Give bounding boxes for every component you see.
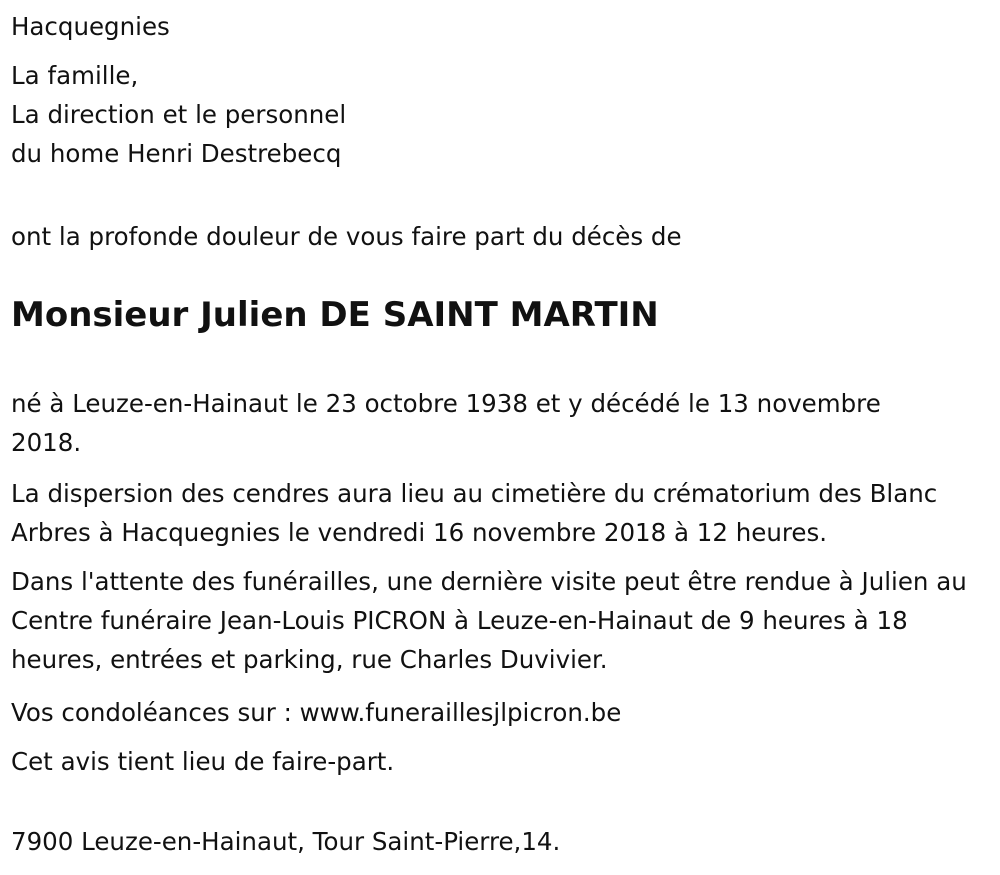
birth-death-paragraph: né à Leuze-en-Hainaut le 23 octobre 1938 et y décédé le 13 novembre 2018.	[11, 389, 881, 457]
family-line: du home Henri Destrebecq	[11, 139, 342, 168]
visit-paragraph: Dans l'attente des funérailles, une dernière visite peut être rendue à Julien au Centre funéraire Jean-Louis PICRON à Leuze-en-Hainaut de 9 heures à 18 heures, entrées et parking, rue Charles Duvivier.	[11, 567, 967, 674]
address-footer: 7900 Leuze-en-Hainaut, Tour Saint-Pierre,14.	[11, 827, 561, 856]
announcement-text: ont la profonde douleur de vous faire part du décès de	[11, 222, 682, 251]
family-line: La famille,	[11, 61, 139, 90]
location-heading: Hacquegnies	[11, 12, 170, 41]
ceremony-paragraph: La dispersion des cendres aura lieu au cimetière du crématorium des Blanc Arbres à Hacquegnies le vendredi 16 novembre 2018 à 12 heures.	[11, 479, 938, 547]
condolences-text: Vos condoléances sur : www.funeraillesjlpicron.be	[11, 698, 622, 727]
deceased-name: Monsieur Julien DE SAINT MARTIN	[11, 295, 659, 335]
notice-text: Cet avis tient lieu de faire-part.	[11, 747, 395, 776]
family-block	[11, 56, 346, 173]
family-line: La direction et le personnel	[11, 100, 347, 129]
